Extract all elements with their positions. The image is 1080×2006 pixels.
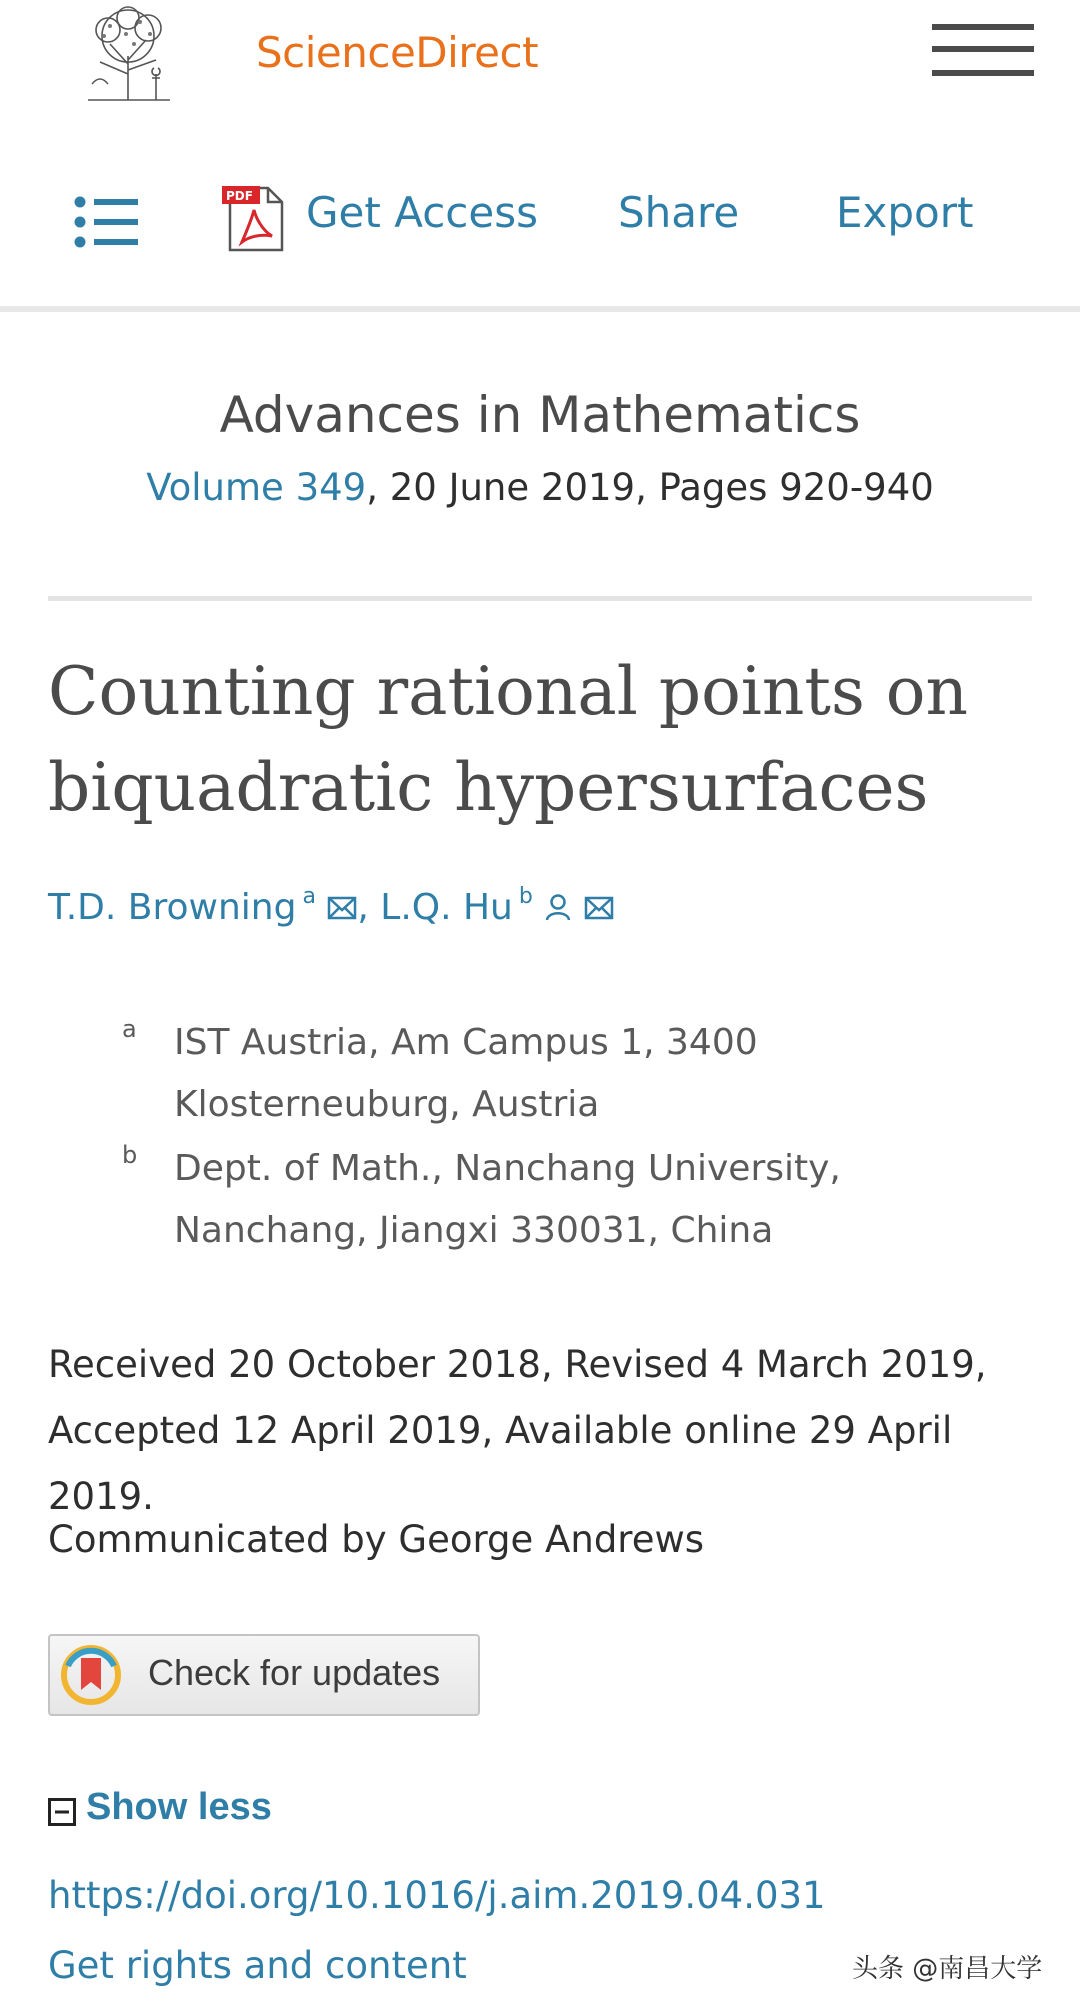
journal-divider <box>48 596 1032 601</box>
show-less-label: Show less <box>86 1786 272 1828</box>
source-watermark: 头条 @南昌大学 <box>852 1954 1043 1984</box>
affiliation-text: Dept. of Math., Nanchang University, Nanchang, Jiangxi 330031, China <box>174 1148 841 1251</box>
affiliation-marker[interactable]: b <box>518 884 533 909</box>
author-separator: , <box>357 887 381 928</box>
communicated-by: Communicated by George Andrews <box>48 1518 705 1561</box>
affiliation-marker[interactable]: a <box>302 884 316 909</box>
issue-details: , 20 June 2019, Pages 920-940 <box>366 466 934 509</box>
rights-link[interactable]: Get rights and content <box>48 1944 467 1987</box>
person-icon[interactable] <box>544 893 572 921</box>
check-updates-icon <box>60 1644 122 1706</box>
email-icon[interactable] <box>584 895 614 921</box>
pdf-icon[interactable] <box>222 184 288 254</box>
hamburger-menu-icon[interactable] <box>932 24 1034 76</box>
author-name[interactable]: T.D. Browning <box>48 887 297 928</box>
article-history <box>48 1332 1048 1530</box>
volume-link[interactable]: Volume 349 <box>146 466 367 509</box>
author-list <box>48 884 614 928</box>
elsevier-tree-logo-icon <box>70 4 186 104</box>
affiliation-b <box>122 1138 1022 1262</box>
get-access-button[interactable]: Get Access <box>306 188 538 237</box>
pdf-badge: PDF <box>226 189 253 203</box>
journal-title[interactable]: Advances in Mathematics <box>219 386 861 444</box>
dates-line: Accepted 12 April 2019, Available online 29 April 2019. <box>48 1409 953 1518</box>
email-icon[interactable] <box>327 895 357 921</box>
article-title: Counting rational points on biquadratic hypersurfaces <box>48 653 969 826</box>
affiliation-text: IST Austria, Am Campus 1, 3400 Klosterneuburg, Austria <box>174 1022 758 1125</box>
brand-name[interactable]: ScienceDirect <box>256 28 539 77</box>
elsevier-logo[interactable] <box>70 4 186 104</box>
doi-link[interactable]: https://doi.org/10.1016/j.aim.2019.04.031 <box>48 1874 826 1917</box>
affiliation-label: b <box>122 1141 138 1169</box>
author-name[interactable]: L.Q. Hu <box>380 887 513 928</box>
share-button[interactable]: Share <box>618 188 740 237</box>
dates-line: Received 20 October 2018, Revised 4 March 2019, <box>48 1343 987 1386</box>
affiliation-label: a <box>122 1015 137 1043</box>
affiliation-a <box>122 1012 1022 1136</box>
check-for-updates-button[interactable] <box>48 1634 480 1716</box>
issue-info <box>0 466 1080 509</box>
toolbar-divider <box>0 306 1080 312</box>
check-updates-label: Check for updates <box>148 1652 441 1693</box>
collapse-icon <box>48 1798 76 1826</box>
export-button[interactable]: Export <box>836 188 974 237</box>
outline-list-icon[interactable] <box>74 196 138 248</box>
